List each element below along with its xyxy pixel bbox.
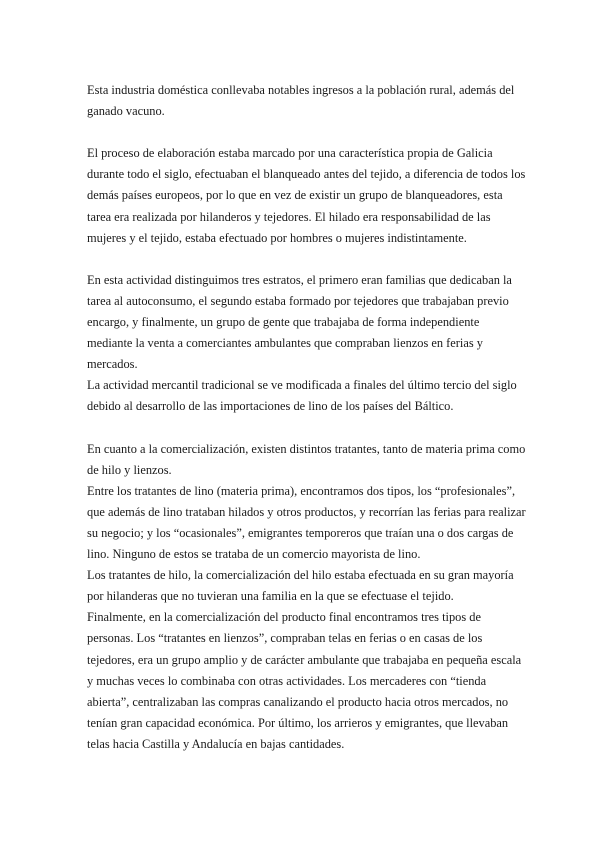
paragraph-8: Finalmente, en la comercialización del producto final encontramos tres tipos de personas. Los “tratantes en lienzos”, compraban telas en ferias o en casas de los tejedores, era un grupo amplio y de carácter ambulante que trabajaba en pequeña escala y muchas veces lo combinaba con otras actividades. Los mercaderes con “tienda abierta”, centralizaban las compras canalizando el producto hacia otros mercados, no tenían gran capacidad económica. Por último, los arrieros y emigrantes, que llevaban telas hacia Castilla y Andalucía en bajas cantidades.: [87, 610, 522, 751]
paragraph-4: La actividad mercantil tradicional se ve modificada a finales del último tercio del siglo debido al desarrollo de las importaciones de lino de los países del Báltico.: [87, 378, 517, 414]
paragraph-6: Entre los tratantes de lino (materia prima), encontramos dos tipos, los “profesionales”, que además de lino trataban hilados y otros productos, y recorrían las ferias para realizar su negocio; y los “ocasionales”, emigrantes temporeros que traían una o dos cargas de lino. Ninguno de estos se trataba de un comercio mayorista de lino.: [87, 483, 526, 562]
paragraph-2: El proceso de elaboración estaba marcado por una característica propia de Galicia durante todo el siglo, efectuaban el blanqueado antes del tejido, a diferencia de todos los demás países europeos, por lo que en vez de existir un grupo de blanqueadores, esta tarea era realizada por hilanderos y tejedores. El hilado era responsabilidad de las mujeres y el tejido, estaba efectuado por hombres o mujeres indistintamente.: [87, 146, 526, 245]
paragraph-7: Los tratantes de hilo, la comercialización del hilo estaba efectuada en su gran mayoría por hilanderas que no tuvieran una familia en la que se efectuase el tejido.: [87, 568, 514, 604]
paragraph-3: En esta actividad distinguimos tres estratos, el primero eran familias que dedicaban la tarea al autoconsumo, el segundo estaba formado por tejedores que trabajaban previo encargo, y finalmente, un grupo de gente que trabajaba de forma independiente mediante la venta a comerciantes ambulantes que compraban lienzos en ferias y mercados.: [87, 272, 512, 372]
paragraph-1: Esta industria doméstica conllevaba notables ingresos a la población rural, además del ganado vacuno.: [87, 83, 515, 119]
document-body: [87, 80, 527, 755]
paragraph-5: En cuanto a la comercialización, existen distintos tratantes, tanto de materia prima como de hilo y lienzos.: [87, 441, 526, 477]
